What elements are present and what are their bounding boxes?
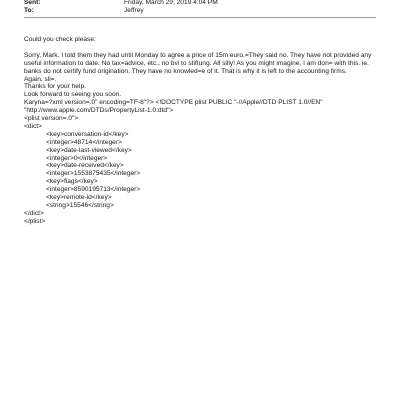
dict-entry-line: <integer>48714</integer>: [46, 138, 122, 146]
dict-entry-line: <key>date-last-viewed</key>: [46, 146, 132, 154]
email-body: [24, 36, 380, 226]
paragraph-line: banks do not certify fund origination. They have no knowled=e of it. That is why it is left to the accounting firms.: [24, 67, 347, 75]
spacer: [24, 44, 380, 52]
plist-line: Karyna=?xml version=.0" encoding=TF-8"?> <!DOCTYPE plist PUBLIC "-//Apple//DTD PLIST 1.0//EN": [24, 99, 323, 107]
greeting-line: Could you check please:: [24, 36, 96, 43]
closing-line: Look forward to seeing you soon.: [24, 91, 122, 99]
to-value: Jeffrey: [124, 7, 144, 14]
plist-line: <dict>: [24, 122, 42, 130]
to-row: [24, 7, 144, 15]
paragraph-line: Sorry, Mark. I told them they had until Monday to agree a price of 15m euro.=They said no. They have not provided any: [24, 51, 372, 59]
dict-entry-line: <integer>0</integer>: [46, 154, 108, 162]
paragraph-line: useful information to date. No tax=advice, etc., no bvi to stiftung. All silly! As you might imagine, I am don= with this. ie.: [24, 59, 369, 67]
dict-entry-line: <key>remote-id</key>: [46, 194, 112, 202]
sent-row: [24, 0, 218, 7]
dict-entry-line: <integer>1553875435</integer>: [46, 170, 141, 178]
header-divider: [24, 17, 376, 18]
thanks-line: Thanks for your help.: [24, 83, 86, 91]
plist-line: <plist version=.0">: [24, 115, 79, 123]
dict-entry-line: <string>15546</string>: [46, 202, 114, 210]
to-label: To:: [24, 7, 34, 14]
dict-entry-line: <key>flags</key>: [46, 178, 98, 186]
dict-entry-line: <integer>8590195713</integer>: [46, 186, 141, 194]
sent-value: Friday, March 29, 2019 4:04 PM: [124, 0, 218, 6]
dict-close-line: </dict>: [24, 209, 44, 217]
paragraph-line: Again, sll=.: [24, 75, 57, 83]
dict-entry-line: <key>date-received</key>: [46, 162, 124, 170]
sent-label: Sent:: [24, 0, 41, 6]
dict-entry-line: <key>conversation-id</key>: [46, 130, 129, 138]
plist-close-line: </plist>: [24, 217, 46, 225]
plist-line: "http://www.apple.com/DTDs/PropertyList-1.0.dtd">: [24, 107, 174, 115]
